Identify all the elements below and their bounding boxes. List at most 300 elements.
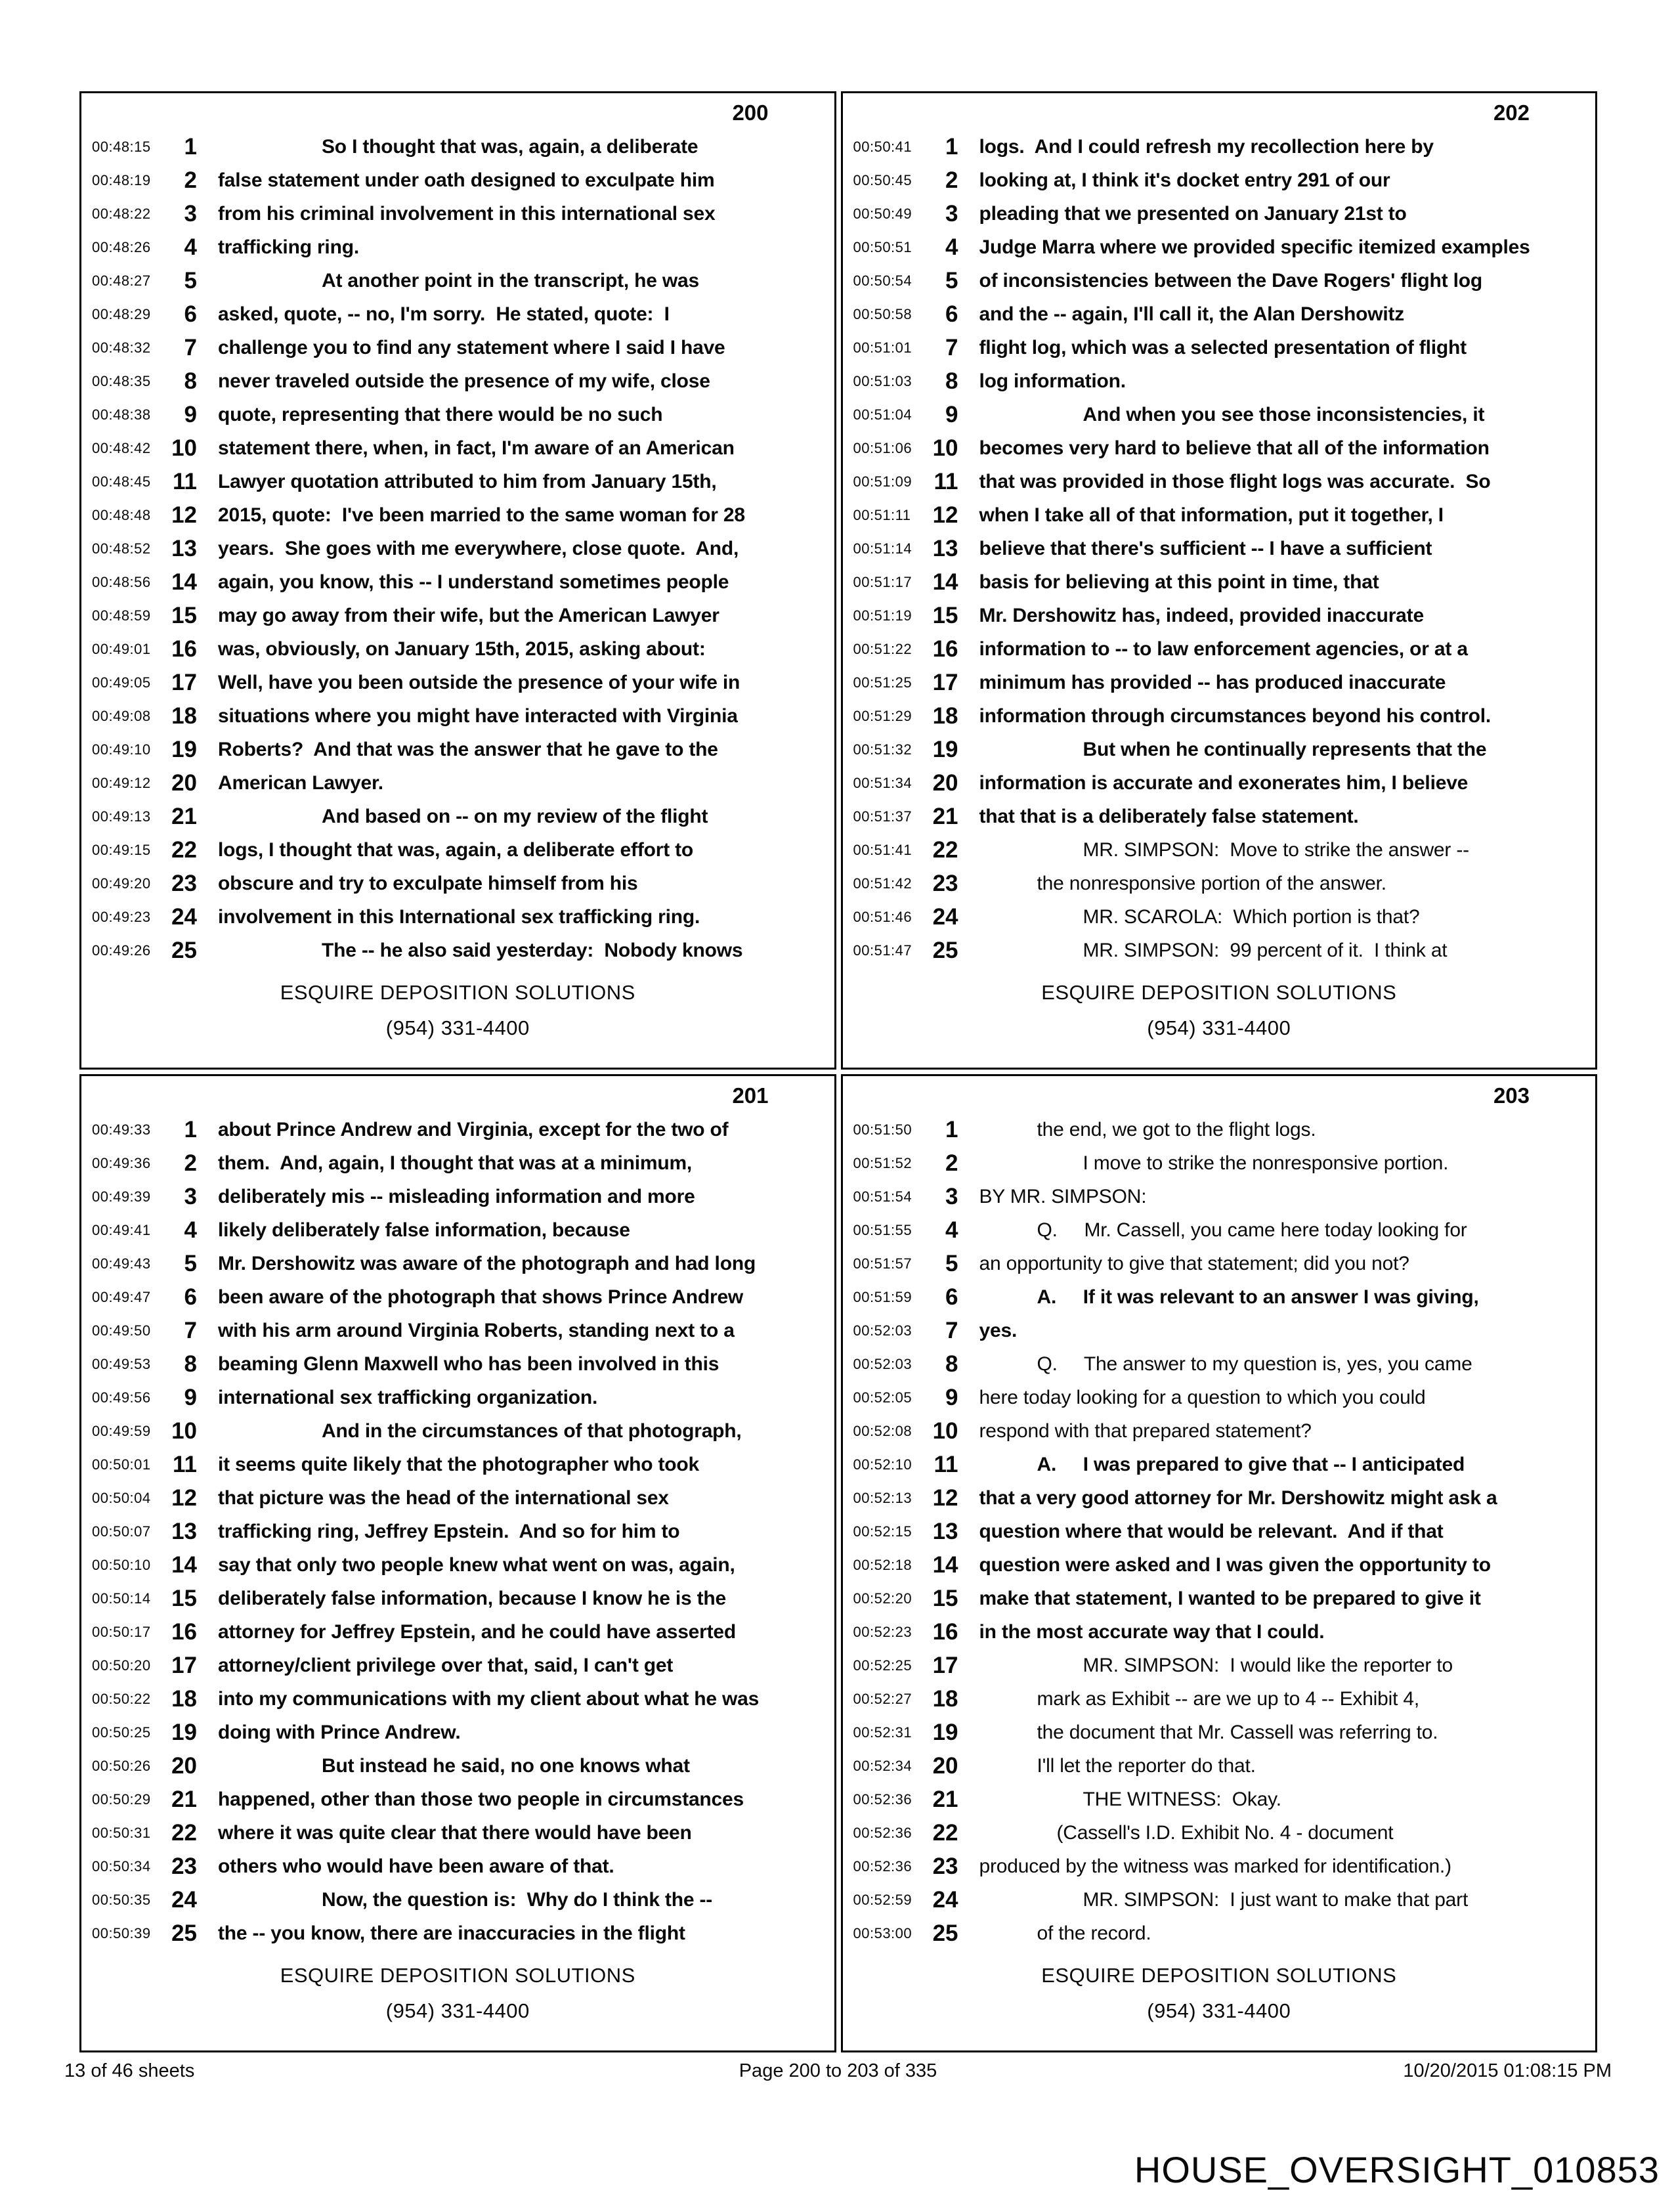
line-number: 6: [945, 301, 958, 327]
line-text: attorney for Jeffrey Epstein, and he could have asserted: [218, 1621, 737, 1643]
line-number: 7: [945, 1318, 958, 1343]
timestamp: 00:50:01: [92, 1456, 151, 1473]
line-number: 11: [173, 469, 197, 494]
timestamp: 00:49:59: [92, 1423, 151, 1439]
transcript-line: [843, 498, 1596, 532]
transcript-line: [81, 1582, 834, 1615]
timestamp: 00:51:34: [853, 775, 912, 791]
transcript-line: [81, 1816, 834, 1850]
line-number: 10: [932, 435, 958, 461]
timestamp: 00:50:34: [92, 1858, 151, 1875]
timestamp: 00:51:52: [853, 1155, 912, 1171]
transcript-line: [843, 1816, 1596, 1850]
line-text: was, obviously, on January 15th, 2015, asking about:: [218, 638, 706, 660]
line-number: 6: [945, 1284, 958, 1310]
transcript-line: [81, 498, 834, 532]
line-number: 3: [945, 1184, 958, 1209]
transcript-line: [81, 230, 834, 264]
line-text: So I thought that was, again, a deliberate: [322, 136, 698, 158]
transcript-line: [81, 1716, 834, 1749]
transcript-line: [81, 1347, 834, 1381]
line-number: 21: [171, 804, 197, 829]
transcript-line: [843, 197, 1596, 230]
transcript-line: [843, 1749, 1596, 1783]
line-number: 13: [171, 536, 197, 561]
line-number: 19: [171, 737, 197, 762]
line-number: 11: [173, 1452, 197, 1477]
transcript-line: [843, 900, 1596, 934]
line-text: quote, representing that there would be no such: [218, 404, 663, 425]
transcript-line: [81, 1481, 834, 1515]
line-text: trafficking ring, Jeffrey Epstein. And so for him to: [218, 1521, 680, 1542]
line-number: 16: [932, 1619, 958, 1645]
transcript-line: [843, 163, 1596, 197]
line-number: 15: [932, 1586, 958, 1611]
line-number: 2: [945, 1150, 958, 1176]
line-text: A. If it was relevant to an answer I was giving,: [1037, 1286, 1479, 1308]
line-text: question were asked and I was given the opportunity to: [979, 1554, 1491, 1576]
transcript-line: [81, 1515, 834, 1548]
line-number: 15: [171, 603, 197, 628]
line-text: MR. SCAROLA: Which portion is that?: [1083, 906, 1420, 928]
timestamp: 00:51:09: [853, 473, 912, 490]
line-text: about Prince Andrew and Virginia, except for the two of: [218, 1119, 729, 1140]
line-number: 7: [184, 335, 197, 360]
timestamp: 00:49:12: [92, 775, 151, 791]
line-number: 18: [171, 1686, 197, 1712]
transcript-line: [843, 1180, 1596, 1213]
sheet-count: 13 of 46 sheets: [64, 2060, 195, 2081]
transcript-line: [843, 331, 1596, 364]
timestamp: 00:49:47: [92, 1289, 151, 1305]
transcript-line: [843, 599, 1596, 632]
line-text: But when he continually represents that the: [1083, 739, 1487, 760]
line-number: 4: [184, 1217, 197, 1243]
transcript-line: [843, 1649, 1596, 1682]
line-text: Mr. Dershowitz was aware of the photograph and had long: [218, 1253, 756, 1274]
transcript-line: [81, 900, 834, 934]
timestamp: 00:50:31: [92, 1825, 151, 1841]
print-timestamp: 10/20/2015 01:08:15 PM: [1403, 2060, 1612, 2081]
transcript-line: [843, 1582, 1596, 1615]
line-text: trafficking ring.: [218, 236, 359, 258]
line-text: involvement in this International sex trafficking ring.: [218, 906, 700, 928]
line-number: 16: [171, 636, 197, 662]
timestamp: 00:51:19: [853, 607, 912, 624]
timestamp: 00:52:25: [853, 1657, 912, 1674]
transcript-line: [81, 431, 834, 465]
timestamp: 00:48:19: [92, 172, 151, 188]
line-number: 2: [184, 167, 197, 193]
transcript-line: [843, 1314, 1596, 1347]
line-number: 12: [932, 502, 958, 528]
line-number: 7: [184, 1318, 197, 1343]
line-text: American Lawyer.: [218, 772, 383, 794]
line-text: that a very good attorney for Mr. Dershowitz might ask a: [979, 1487, 1497, 1509]
transcript-line: [81, 1314, 834, 1347]
line-text: the -- you know, there are inaccuracies in the flight: [218, 1922, 685, 1944]
transcript-line: [81, 1850, 834, 1883]
timestamp: 00:51:04: [853, 406, 912, 423]
timestamp: 00:51:50: [853, 1121, 912, 1138]
transcript-line: [81, 1883, 834, 1917]
line-number: 8: [945, 368, 958, 394]
transcript-line: [843, 230, 1596, 264]
page-number: 202: [1493, 100, 1530, 125]
transcript-line: [843, 1716, 1596, 1749]
transcript-line: [843, 1783, 1596, 1816]
line-number: 9: [945, 1385, 958, 1410]
vendor-name: ESQUIRE DEPOSITION SOLUTIONS: [1041, 981, 1397, 1004]
timestamp: 00:51:11: [853, 507, 911, 523]
line-text: produced by the witness was marked for identification.): [979, 1855, 1451, 1877]
line-text: question where that would be relevant. And if that: [979, 1521, 1444, 1542]
line-number: 25: [171, 1920, 197, 1946]
line-number: 25: [932, 1920, 958, 1946]
transcript-line: [843, 1883, 1596, 1917]
timestamp: 00:50:45: [853, 172, 912, 188]
transcript-line: [81, 1448, 834, 1481]
line-text: BY MR. SIMPSON:: [979, 1186, 1147, 1207]
timestamp: 00:51:17: [853, 574, 912, 590]
line-number: 21: [932, 804, 958, 829]
timestamp: 00:50:04: [92, 1490, 151, 1506]
line-text: may go away from their wife, but the American Lawyer: [218, 605, 719, 626]
line-text: where it was quite clear that there would have been: [218, 1822, 692, 1844]
line-text: 2015, quote: I've been married to the same woman for 28: [218, 504, 745, 526]
transcript-line: [81, 532, 834, 565]
transcript-line: [81, 1213, 834, 1247]
line-number: 5: [945, 1251, 958, 1276]
line-number: 24: [932, 1887, 958, 1913]
line-text: them. And, again, I thought that was at a minimum,: [218, 1152, 693, 1174]
line-number: 9: [945, 402, 958, 427]
line-number: 13: [932, 536, 958, 561]
line-number: 20: [171, 1753, 197, 1779]
line-text: deliberately mis -- misleading information and more: [218, 1186, 695, 1207]
timestamp: 00:50:41: [853, 139, 912, 155]
line-text: false statement under oath designed to exculpate him: [218, 169, 715, 191]
reporter-vendor-block: [81, 1958, 834, 2029]
timestamp: 00:52:18: [853, 1557, 912, 1573]
timestamp: 00:51:47: [853, 942, 912, 959]
timestamp: 00:49:41: [92, 1222, 151, 1238]
reporter-vendor-block: [843, 975, 1596, 1046]
transcript-line: [81, 331, 834, 364]
timestamp: 00:51:03: [853, 373, 912, 389]
line-number: 14: [932, 1552, 958, 1578]
line-text: A. I was prepared to give that -- I anticipated: [1037, 1454, 1465, 1475]
line-text: it seems quite likely that the photographer who took: [218, 1454, 700, 1475]
timestamp: 00:50:17: [92, 1624, 151, 1640]
transcript-line: [843, 1146, 1596, 1180]
sheet-footer: [64, 2060, 1612, 2082]
line-text: the end, we got to the flight logs.: [1037, 1119, 1316, 1140]
timestamp: 00:52:10: [853, 1456, 912, 1473]
transcript-line: [81, 766, 834, 800]
line-text: situations where you might have interacted with Virginia: [218, 705, 738, 727]
timestamp: 00:48:48: [92, 507, 151, 523]
transcript-line: [81, 699, 834, 733]
line-text: the nonresponsive portion of the answer.: [1037, 873, 1386, 894]
vendor-phone: (954) 331-4400: [385, 1999, 530, 2022]
transcript-lines: [81, 130, 834, 967]
transcript-line: [843, 465, 1596, 498]
line-number: 23: [171, 1854, 197, 1879]
line-number: 4: [945, 1217, 958, 1243]
timestamp: 00:49:33: [92, 1121, 151, 1138]
line-number: 19: [171, 1720, 197, 1745]
line-text: MR. SIMPSON: Move to strike the answer --: [1083, 839, 1469, 861]
line-text: here today looking for a question to which you could: [979, 1387, 1426, 1408]
line-number: 1: [945, 1117, 958, 1142]
transcript-line: [843, 130, 1596, 163]
line-number: 23: [932, 1854, 958, 1879]
line-text: logs. And I could refresh my recollection here by: [979, 136, 1434, 158]
transcript-line: [843, 1448, 1596, 1481]
transcript-line: [843, 264, 1596, 297]
transcript-page-202: [841, 91, 1598, 1070]
transcript-line: [81, 1381, 834, 1414]
timestamp: 00:52:20: [853, 1590, 912, 1607]
page-number: 201: [732, 1083, 769, 1108]
timestamp: 00:51:41: [853, 842, 912, 858]
timestamp: 00:52:59: [853, 1892, 912, 1908]
line-text: Now, the question is: Why do I think the --: [322, 1889, 713, 1911]
line-text: the document that Mr. Cassell was referring to.: [1037, 1722, 1438, 1743]
timestamp: 00:49:26: [92, 942, 151, 959]
vendor-name: ESQUIRE DEPOSITION SOLUTIONS: [280, 981, 635, 1004]
timestamp: 00:51:59: [853, 1289, 912, 1305]
line-number: 23: [171, 871, 197, 896]
timestamp: 00:52:03: [853, 1322, 912, 1339]
line-number: 17: [171, 1653, 197, 1678]
transcript-line: [843, 699, 1596, 733]
transcript-lines: [843, 1113, 1596, 1950]
page-range: Page 200 to 203 of 335: [739, 2060, 937, 2081]
line-number: 11: [934, 1452, 958, 1477]
line-number: 8: [945, 1351, 958, 1377]
line-text: Well, have you been outside the presence of your wife in: [218, 672, 740, 693]
transcript-line: [81, 934, 834, 967]
line-text: again, you know, this -- I understand sometimes people: [218, 571, 729, 593]
line-text: that that is a deliberately false statement.: [979, 806, 1359, 827]
vendor-phone: (954) 331-4400: [385, 1016, 530, 1039]
timestamp: 00:51:46: [853, 909, 912, 925]
timestamp: 00:48:56: [92, 574, 151, 590]
line-text: beaming Glenn Maxwell who has been involved in this: [218, 1353, 719, 1375]
timestamp: 00:52:15: [853, 1523, 912, 1540]
transcript-line: [81, 1917, 834, 1950]
line-number: 3: [184, 201, 197, 227]
timestamp: 00:51:54: [853, 1188, 912, 1205]
transcript-line: [843, 1414, 1596, 1448]
transcript-line: [81, 800, 834, 833]
timestamp: 00:50:39: [92, 1925, 151, 1941]
line-text: And in the circumstances of that photograph,: [322, 1420, 742, 1442]
transcript-page-201: [79, 1074, 836, 2052]
line-number: 1: [184, 1117, 197, 1142]
line-number: 24: [171, 1887, 197, 1913]
transcript-line: [81, 130, 834, 163]
vendor-name: ESQUIRE DEPOSITION SOLUTIONS: [280, 1964, 635, 1987]
timestamp: 00:52:23: [853, 1624, 912, 1640]
timestamp: 00:51:22: [853, 641, 912, 657]
transcript-line: [81, 398, 834, 431]
timestamp: 00:52:36: [853, 1858, 912, 1875]
transcript-line: [81, 297, 834, 331]
page-number: 200: [732, 100, 769, 125]
transcript-line: [81, 197, 834, 230]
timestamp: 00:49:20: [92, 875, 151, 892]
timestamp: 00:52:34: [853, 1758, 912, 1774]
line-text: statement there, when, in fact, I'm aware of an American: [218, 437, 735, 459]
reporter-vendor-block: [843, 1958, 1596, 2029]
transcript-line: [843, 1481, 1596, 1515]
pages-grid: [79, 91, 1597, 2052]
transcript-line: [81, 1649, 834, 1682]
transcript-line: [81, 465, 834, 498]
line-number: 8: [184, 1351, 197, 1377]
line-number: 15: [171, 1586, 197, 1611]
line-number: 24: [932, 904, 958, 930]
transcript-line: [843, 565, 1596, 599]
line-text: minimum has provided -- has produced inaccurate: [979, 672, 1446, 693]
timestamp: 00:52:31: [853, 1724, 912, 1741]
timestamp: 00:48:26: [92, 239, 151, 255]
line-number: 10: [171, 1418, 197, 1444]
timestamp: 00:48:52: [92, 540, 151, 557]
line-number: 22: [171, 837, 197, 863]
timestamp: 00:49:01: [92, 641, 151, 657]
transcript-line: [843, 833, 1596, 867]
line-text: At another point in the transcript, he was: [322, 270, 699, 292]
timestamp: 00:52:03: [853, 1356, 912, 1372]
line-text: And based on -- on my review of the flight: [322, 806, 708, 827]
line-number: 14: [932, 569, 958, 595]
timestamp: 00:48:42: [92, 440, 151, 456]
line-number: 22: [932, 1820, 958, 1846]
line-number: 4: [945, 234, 958, 260]
line-text: Q. The answer to my question is, yes, you came: [1037, 1353, 1472, 1375]
transcript-line: [81, 1414, 834, 1448]
line-number: 5: [184, 268, 197, 293]
line-text: becomes very hard to believe that all of the information: [979, 437, 1490, 459]
timestamp: 00:51:25: [853, 674, 912, 691]
timestamp: 00:48:45: [92, 473, 151, 490]
timestamp: 00:51:37: [853, 808, 912, 825]
timestamp: 00:50:07: [92, 1523, 151, 1540]
transcript-line: [81, 1113, 834, 1146]
transcript-line: [81, 1180, 834, 1213]
transcript-line: [843, 733, 1596, 766]
transcript-line: [81, 163, 834, 197]
line-text: never traveled outside the presence of my wife, close: [218, 370, 710, 392]
line-text: asked, quote, -- no, I'm sorry. He stated, quote: I: [218, 303, 670, 325]
transcript-line: [81, 1280, 834, 1314]
timestamp: 00:48:15: [92, 139, 151, 155]
timestamp: 00:51:32: [853, 741, 912, 758]
timestamp: 00:52:13: [853, 1490, 912, 1506]
line-text: pleading that we presented on January 21st to: [979, 203, 1407, 225]
line-text: of the record.: [1037, 1922, 1151, 1944]
timestamp: 00:48:38: [92, 406, 151, 423]
line-text: basis for believing at this point in time, that: [979, 571, 1379, 593]
line-text: believe that there's sufficient -- I have a sufficient: [979, 538, 1432, 559]
line-text: Judge Marra where we provided specific itemized examples: [979, 236, 1530, 258]
transcript-page-200: [79, 91, 836, 1070]
line-number: 2: [184, 1150, 197, 1176]
line-text: been aware of the photograph that shows Prince Andrew: [218, 1286, 744, 1308]
transcript-line: [843, 1917, 1596, 1950]
line-number: 13: [171, 1519, 197, 1544]
line-number: 25: [932, 938, 958, 963]
line-text: information is accurate and exonerates him, I believe: [979, 772, 1469, 794]
timestamp: 00:52:36: [853, 1791, 912, 1808]
line-number: 12: [171, 502, 197, 528]
line-number: 1: [945, 134, 958, 160]
timestamp: 00:49:05: [92, 674, 151, 691]
line-number: 11: [934, 469, 958, 494]
line-text: Lawyer quotation attributed to him from January 15th,: [218, 471, 717, 492]
line-number: 10: [932, 1418, 958, 1444]
line-text: Mr. Dershowitz has, indeed, provided inaccurate: [979, 605, 1424, 626]
line-text: I move to strike the nonresponsive portion.: [1083, 1152, 1449, 1174]
transcript-line: [843, 666, 1596, 699]
line-text: logs, I thought that was, again, a deliberate effort to: [218, 839, 694, 861]
timestamp: 00:49:08: [92, 708, 151, 724]
timestamp: 00:50:14: [92, 1590, 151, 1607]
line-text: And when you see those inconsistencies, it: [1083, 404, 1485, 425]
line-text: Roberts? And that was the answer that he gave to the: [218, 739, 718, 760]
line-text: deliberately false information, because I know he is the: [218, 1588, 727, 1609]
vendor-phone: (954) 331-4400: [1147, 1016, 1291, 1039]
timestamp: 00:48:27: [92, 272, 151, 289]
line-text: mark as Exhibit -- are we up to 4 -- Exhibit 4,: [1037, 1688, 1419, 1710]
line-text: an opportunity to give that statement; did you not?: [979, 1253, 1409, 1274]
transcript-line: [843, 532, 1596, 565]
transcript-line: [843, 934, 1596, 967]
transcript-line: [81, 833, 834, 867]
line-number: 15: [932, 603, 958, 628]
timestamp: 00:49:23: [92, 909, 151, 925]
transcript-line: [843, 398, 1596, 431]
line-number: 14: [171, 1552, 197, 1578]
transcript-line: [81, 1615, 834, 1649]
transcript-line: [843, 1213, 1596, 1247]
transcript-line: [81, 632, 834, 666]
line-text: I'll let the reporter do that.: [1037, 1755, 1256, 1777]
transcript-line: [843, 1615, 1596, 1649]
line-text: when I take all of that information, put it together, I: [979, 504, 1444, 526]
line-text: years. She goes with me everywhere, close quote. And,: [218, 538, 739, 559]
line-text: others who would have been aware of that.: [218, 1855, 614, 1877]
transcript-line: [843, 766, 1596, 800]
line-number: 3: [945, 201, 958, 227]
line-number: 5: [945, 268, 958, 293]
vendor-name: ESQUIRE DEPOSITION SOLUTIONS: [1041, 1964, 1397, 1987]
timestamp: 00:49:15: [92, 842, 151, 858]
timestamp: 00:51:01: [853, 339, 912, 356]
line-number: 8: [184, 368, 197, 394]
line-text: MR. SIMPSON: I would like the reporter to: [1083, 1655, 1453, 1676]
line-number: 12: [932, 1485, 958, 1511]
transcript-line: [843, 1381, 1596, 1414]
page-number: 203: [1493, 1083, 1530, 1108]
line-number: 20: [932, 770, 958, 796]
line-number: 21: [932, 1787, 958, 1812]
timestamp: 00:50:25: [92, 1724, 151, 1741]
